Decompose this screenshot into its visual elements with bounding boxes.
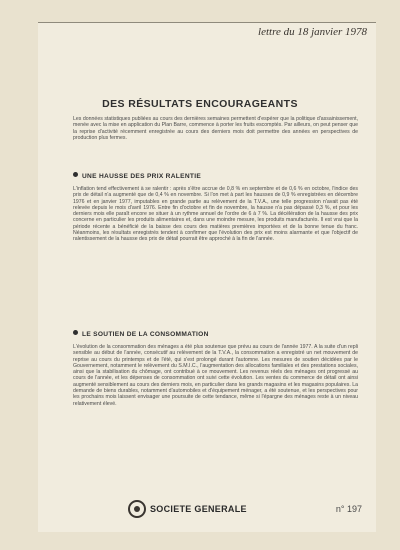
bullet-icon [73, 330, 78, 335]
logo-mark-icon [128, 500, 146, 518]
section-paragraph-prices: L'inflation tend effectivement à se ralentir : après s'être accrue de 0,8 % en septembre et de 0,6 % en octobre, l'indice des prix de détail n'a augmenté que de 0,4 % en novembre. Si l'on met à part les hausses de 0,9 % enregistrées en décembre 1976 et en janvier 1977, imputables en grande partie au relèvement de la T.V.A., une telle progression n'avait pas été relevée depuis le mois d'avril 1976. Entre fin d'octobre et fin de novembre, la hausse n'a pas dépassé 0,3 %, et pour les derniers mois elle paraît encore se situer à un rythme annuel de l'ordre de 6 à 7 %. La décélération de la hausse des prix concerne en particulier les produits alimentaires et, dans une moindre mesure, les produits manufacturés. Il est vrai que la période récente a bénéficié de la baisse des cours des matières premières importées et de la bonne tenue du franc. Néanmoins, les résultats enregistrés tendent à confirmer que l'évolution des prix est moins alarmante et que l'objectif de ralentissement de la hausse des prix de détail pourrait être approché à la fin de l'année. [73, 186, 358, 243]
footer [38, 490, 376, 530]
section-heading-prices [73, 172, 201, 180]
bullet-icon [73, 172, 78, 177]
section-heading-text: UNE HAUSSE DES PRIX RALENTIE [82, 173, 202, 180]
issue-number: n° 197 [335, 504, 362, 514]
header-rule [38, 22, 376, 23]
section-heading-text: LE SOUTIEN DE LA CONSOMMATION [82, 331, 209, 338]
section-heading-consumption [73, 330, 209, 338]
bank-name: SOCIETE GENERALE [150, 504, 247, 514]
page-title: DES RÉSULTATS ENCOURAGEANTS [102, 98, 298, 110]
section-paragraph-consumption: L'évolution de la consommation des ménages a été plus soutenue que prévu au cours de l'année 1977. A la suite d'un repli sensible au début de l'année, consécutif au relèvement de la T.V.A., la consommation a enregistré un net mouvement de reprise au cours du printemps et de l'été, qui s'est prolongé durant l'automne. Les mesures de soutien décidées par le Gouvernement, notamment le relèvement du S.M.I.C., l'augmentation des allocations familiales et des prestations sociales, ainsi que la stabilisation du chômage, ont contribué à ce mouvement. Les revenus réels des ménages ont progressé au cours de l'année, et les dépenses de consommation ont suivi cette évolution. Les ventes du commerce de détail ont ainsi augmenté sensiblement au cours des derniers mois, en particulier dans les grands magasins et les magasins populaires. La demande de biens durables, notamment d'automobiles et d'équipement ménager, a été soutenue, et les perspectives pour les prochains mois laissent envisager une poursuite de cette tendance, même si l'épargne des ménages reste à un niveau relativement élevé. [73, 344, 358, 407]
intro-paragraph: Les données statistiques publiées au cours des dernières semaines permettent d'espérer que la politique d'assainissement, menée avec la mise en application du Plan Barre, commence à porter les fruits escomptés. Par ailleurs, on peut penser que la reprise d'activité récemment enregistrée au cours des derniers mois doit permettre des années en perspectives de production plus fermes. [73, 116, 358, 141]
letter-date: lettre du 18 janvier 1978 [258, 26, 367, 38]
bank-logo [128, 500, 247, 518]
